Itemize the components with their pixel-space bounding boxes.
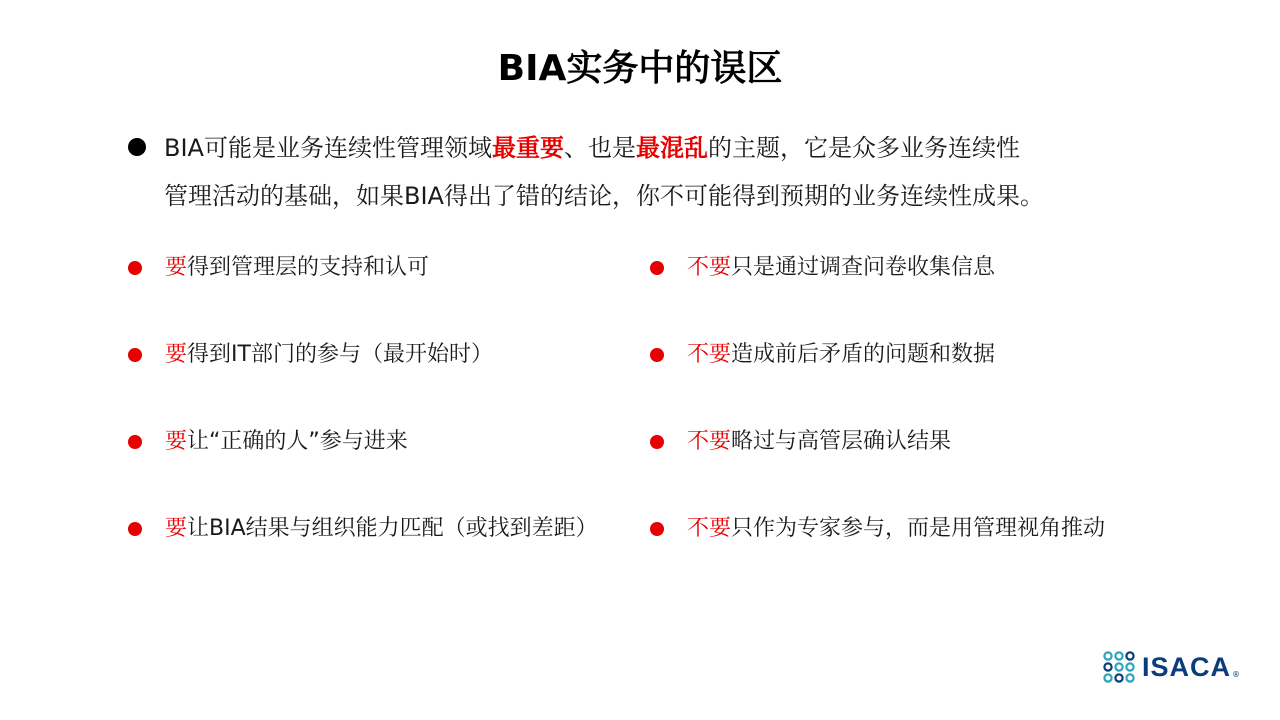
do-item-body: 让BIA结果与组织能力匹配（或找到差距） — [187, 516, 598, 541]
intro-paragraph — [128, 124, 1178, 220]
do-item-text — [165, 513, 598, 545]
intro-highlight-most-important: 最重要 — [491, 134, 564, 162]
red-bullet-icon — [128, 348, 142, 362]
dont-keyword: 不要 — [687, 255, 732, 280]
dont-item-text — [687, 339, 995, 371]
dont-item-body: 只作为专家参与，而是用管理视角推动 — [731, 516, 1106, 541]
do-item-body: 让“正确的人”参与进来 — [187, 429, 408, 454]
do-keyword: 要 — [165, 516, 188, 541]
dont-keyword: 不要 — [687, 516, 732, 541]
registered-mark: ® — [1232, 669, 1241, 679]
do-item-text — [165, 339, 493, 371]
dont-item — [650, 337, 1170, 424]
intro-highlight-most-confusing: 最混乱 — [635, 134, 708, 162]
red-bullet-icon — [128, 435, 142, 449]
intro-part2: 、也是 — [563, 134, 636, 162]
dont-item-text — [687, 426, 951, 458]
do-item-body: 得到IT部门的参与（最开始时） — [187, 342, 493, 367]
intro-part3: 的主题，它是众多业务连续性 — [707, 134, 1020, 162]
red-bullet-icon — [650, 348, 664, 362]
intro-part1: BIA可能是业务连续性管理领域 — [164, 134, 492, 162]
intro-text — [164, 124, 1178, 220]
do-list — [128, 250, 648, 598]
do-item — [128, 250, 648, 337]
do-item-body: 得到管理层的支持和认可 — [187, 255, 430, 280]
red-bullet-icon — [650, 435, 664, 449]
isaca-logo — [1102, 650, 1240, 684]
isaca-logo-icon — [1102, 650, 1136, 684]
dont-list — [650, 250, 1170, 598]
red-bullet-icon — [128, 261, 142, 275]
do-item-text — [165, 252, 429, 284]
do-item — [128, 511, 648, 598]
do-item-text — [165, 426, 408, 458]
dont-item — [650, 511, 1170, 598]
do-item — [128, 424, 648, 511]
do-item — [128, 337, 648, 424]
do-keyword: 要 — [165, 342, 188, 367]
do-keyword: 要 — [165, 255, 188, 280]
dont-item-body: 略过与高管层确认结果 — [731, 429, 952, 454]
do-keyword: 要 — [165, 429, 188, 454]
dont-item — [650, 250, 1170, 337]
slide-title: BIA实务中的误区 — [497, 48, 783, 89]
intro-bullet-icon — [128, 138, 146, 156]
dont-keyword: 不要 — [687, 342, 732, 367]
dont-keyword: 不要 — [687, 429, 732, 454]
red-bullet-icon — [650, 261, 664, 275]
dont-item — [650, 424, 1170, 511]
intro-line2: 管理活动的基础，如果BIA得出了错的结论，你不可能得到预期的业务连续性成果。 — [164, 182, 1044, 210]
red-bullet-icon — [650, 522, 664, 536]
dont-item-text — [687, 513, 1105, 545]
isaca-logo-text: ISACA — [1142, 651, 1232, 682]
red-bullet-icon — [128, 522, 142, 536]
dont-item-body: 造成前后矛盾的问题和数据 — [731, 342, 996, 367]
dont-item-body: 只是通过调查问卷收集信息 — [731, 255, 996, 280]
dont-item-text — [687, 252, 995, 284]
